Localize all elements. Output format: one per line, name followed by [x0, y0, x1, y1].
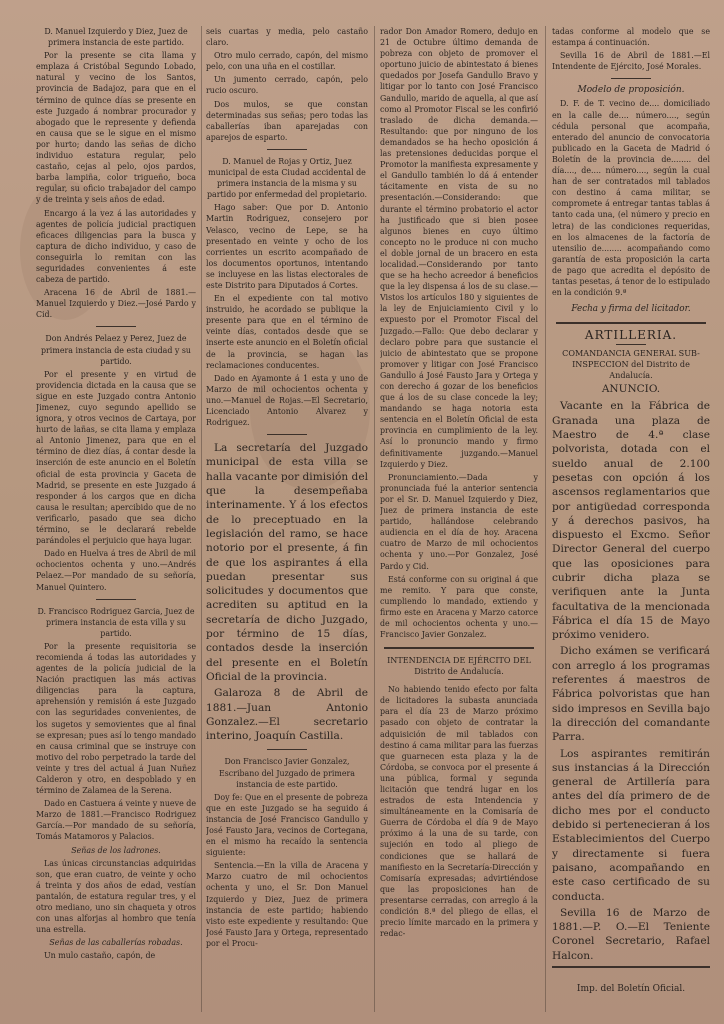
notice-signature: Sevilla 16 de Abril de 1881.—El Intendente de Ejército, José Morales. — [552, 51, 710, 72]
column-rule — [201, 26, 202, 1012]
notice-paragraph: Hago saber: Que por D. Antonio Martin Rodriguez, consejero por Velasco, vecino de Lepe, se ha presentado en veinte y ocho de los corrientes un escrito acompañado de los documentos oportunos, intentando se incluyese en las listas electorales de este Distrito para Diputados á Cortes. — [206, 203, 368, 290]
section-heading: ARTILLERIA. — [584, 328, 678, 343]
notice-paragraph: seis cuartas y media, pelo castaño claro. — [206, 27, 368, 48]
notice-paragraph: Las únicas circunstancias adquiridas son, que eran cuatro, de veinte y ocho á treinta y dos años de edad, vestían pantalón, de estatura regular tres, y el otro mediano, uno sin chaqueta y otros con unas alforjas al hombro que tenía una estrella. — [36, 858, 196, 935]
notice-paragraph-large: Los aspirantes remitirán sus instancias á la Dirección general de Artillería para antes del día primero de de dicho mes por el conducto debido si pertenecieran á los Establecimientos del Cuerpo y directamente si fuera paisano, acompañando en este caso certificado de su conducta. — [552, 747, 710, 903]
notice-title: ANUNCIO. — [601, 383, 661, 396]
separator — [448, 679, 470, 680]
notice-signature: Dado en Huelva á tres de Abril de mil ochocientos ochenta y uno.—Andrés Pelaez.—Por mandado de su señoría, Manuel Quintero. — [36, 549, 196, 592]
notice-paragraph: Dos mulos, se que constan determinadas sus señas; pero todas las caballerías iban aparejadas con aparejos de esparto. — [206, 99, 368, 142]
notice-heading: Don Andrés Pelaez y Perez, Juez de primera instancia de esta ciudad y su partido. — [40, 334, 192, 366]
subheading: Señas de las caballerías robadas. — [49, 938, 183, 948]
notice-signature: Dado en Ayamonte á 1 esta y uno de Marzo de mil ochocientos ochenta y uno.—Manuel de Rojas.—El Secretario, Licenciado Antonio Alvarez y Rodriguez. — [206, 373, 368, 428]
subsection-heading: COMANDANCIA GENERAL SUB-INSPECCION del Distrito de Andalucía. — [562, 348, 700, 381]
separator — [267, 149, 307, 150]
notice-paragraph: Otro mulo cerrado, capón, del mismo pelo, con una uña en el costillar. — [206, 51, 368, 72]
notice-heading: Don Francisco Javier Gonzalez, Escribano del Juzgado de primera instancia de este partido. — [218, 757, 356, 789]
column-1 — [36, 26, 196, 1016]
separator — [96, 599, 136, 600]
notice-paragraph: D. F. de T. vecino de.... domiciliado en la calle de.... número...., según cédula personal que acompaña, enterado del anuncio de convocatoria publicado en la Gaceta de Madrid ó Boletín de la provincia de........ del día...., de.... número...., según la cual han de ser contratados mil tablados con destino á cama militar, se compromete á entregar tantas tablas á tanto cada una, (el número y precio en letra) de las condiciones requeridas, en los almacenes de la factoría de utensilio de........ acompañando como garantía de esta proposición la carta de pago que acredita el depósito de tantas pesetas, á tenor de lo estipulado en la condición 9.ª — [552, 99, 710, 298]
notice-heading: D. Manuel de Rojas y Ortiz, Juez municipal de esta Ciudad accidental de primera instancia de la misma y su partido por enfermedad del propietario. — [206, 156, 368, 200]
footer-rule — [552, 966, 710, 968]
notice-signature-large: Sevilla 16 de Marzo de 1881.—P. O.—El Teniente Coronel Secretario, Rafael Halcon. — [552, 906, 710, 962]
column-rule — [545, 26, 546, 1012]
notice-paragraph: Por la presente requisitoria se recomienda á todas las autoridades y agentes de la policía judicial de la Nación practiquen las más activas diligencias para la captura, aprehensión y remisión á este Juzgado con las seguridades convenientes, de los sugetos y semovientes que al final se expresan; pues así lo tengo mandado en causa criminal que se instruye con motivo del robo perpetrado la tarde del veinte y tres del actual á Juan Nuñez Calderon y otro, en despoblado y en término de Zalamea de la Serena. — [36, 641, 196, 796]
notice-signature: Aracena 16 de Abril de 1881.—Manuel Izquierdo y Diez.—José Pardo y Cid. — [36, 288, 196, 320]
notice-paragraph: Está conforme con su original á que me remito. Y para que conste, cumpliendo lo mandado, extiendo y firmo este en Aracena y Marzo catorce de mil ochocientos ochenta y uno.—Francisco Javier Gonzalez. — [380, 574, 538, 640]
separator — [611, 78, 651, 79]
notice-paragraph: Un mulo castaño, capón, de — [44, 951, 156, 961]
notice-signature-large: Galaroza 8 de Abril de 1881.—Juan Antonio Gonzalez.—El secretario interino, Joaquín Castilla. — [206, 687, 368, 743]
notice-paragraph: Por la presente se cita llama y emplaza á Cristóbal Segundo Lobado, natural y vecino de los Santos, provincia de Badajoz, para que en el término de quince días se presente en este Juzgado á nombrar procurador y abogado que le represente y defienda en causa que se le sigue en el mismo por hurto; dando las señas de dicho individuo estatura regular, pelo castaño, cejas al pelo, ojos pardos, barba lampiña, color trigueño, boca regular, su oficio trabajador del campo y de treinta y seis años de edad. — [36, 51, 196, 205]
notice-paragraph-large: Dicho exámen se verificará con arreglo á los programas referentes á maestros de Fábrica polvoristas que han sido impresos en Sevilla bajo la dirección del comandante Parra. — [552, 645, 710, 744]
notice-paragraph: Un jumento cerrado, capón, pelo rucio oscuro. — [206, 75, 368, 96]
separator — [556, 322, 706, 324]
printer-imprint: Imp. del Boletín Oficial. — [576, 984, 686, 994]
notice-paragraph: Doy fe: Que en el presente de pobreza que en este Juzgado se ha seguido á instancia de José Francisco Gandullo y José Fausto Jara, vecinos de Cortegana, en el mismo ha recaído la sentencia siguiente: — [206, 792, 368, 858]
notice-heading: D. Francisco Rodriguez Garcia, Juez de primera instancia de esta villa y su partido. — [37, 606, 195, 638]
notice-paragraph: Encargo á la vez á las autoridades y agentes de policía judicial practiquen eficaces diligencias para la busca y captura de dicho individuo, y caso de conseguirla lo remitan con las seguridades convenientes á este cabeza de partido. — [36, 208, 196, 285]
notice-paragraph: rador Don Amador Romero, dedujo en 21 de Octubre último demanda de pobreza con objeto de promover el oportuno juicio de abintestato á bienes quedados por Josefa Gandullo Bravo y litigar por lo tanto con José Francisco Gandullo, marido de aquella, al que así como al Promotor Fiscal se les confirió traslado de dicha demanda.—Resultando: que por ninguno de los demandados se ha hecho oposición á las pretensiones deducidas porque el Promotor la manifiesta expresamente y el Gandullo también lo dá á entender tácitamente en vista de su no presentación.—Considerando: que durante el término probatorio el actor ha justificado que si bien posee algunos bienes en cuyo último concepto no le produce ni con mucho el doble jornal de un bracero en esta localidad.—Considerando por tanto que se ha hecho acreedor á beneficios que la ley dispensa á los de su clase.—Vistos los artículos 180 y siguientes de la ley de Enjuiciamiento Civil y lo expuesto por el Promotor Fiscal del Juzgado.—Fallo: Que debo declarar y declaro pobre para que sustancie el juicio de abintestato que se propone promover y litigar con José Francisco Gandullo á José Fausto Jara y Ortega y con derecho á gozar de los beneficios que á los de su clase concede la ley; mandando se haga notoria esta sentencia en el Boletín Oficial de esta provincia en cumplimiento de la ley. Así lo pronuncio mando y firmo definitivamente juzgando.—Manuel Izquierdo y Diez. — [380, 27, 538, 469]
column-2 — [206, 26, 368, 1016]
notice-paragraph: No habiendo tenido efecto por falta de licitadores la subasta anunciada para el día 23 de Marzo próximo pasado con objeto de contratar la adquisición de mil tablados con destino á cama militar para las fuerzas que guarnecen esta plaza y la de Córdoba, se convoca por el presente á una pública, formal y segunda licitación que tendrá lugar en los estrados de esta Intendencia y simultáneamente en la Comisaría de Guerra de Córdoba el día 9 de Mayo próximo á la una de su tarde, con sujeción en todo al pliego de condiciones que se hallará de manifiesto en la Secretaría-Dirección y Comisaría expresadas; advirtiéndose que las proposiciones han de presentarse cerradas, con arreglo á la condición 8.ª del pliego de ellas, el precio límite marcado en la primera y redac- — [380, 685, 538, 939]
subheading: Modelo de proposición. — [577, 85, 685, 96]
column-4 — [552, 26, 710, 1016]
notice-paragraph: En el expediente con tal motivo instruido, he acordado se publique la presente para que en el término de veinte días, contados desde que se inserte este anuncio en el Boletín oficial de la provincia, se hagan las reclamaciones conducentes. — [206, 294, 368, 370]
notice-paragraph-large: Vacante en la Fábrica de Granada una plaza de Maestro de 4.ª clase polvorista, dotada con el sueldo anual de 2.100 pesetas con opción á los ascensos reglamentarios que por antigüedad corresponda y á derechos pasivos, ha dispuesto el Excmo. Señor Director General del cuerpo que las oposiciones para cubrir dicha plaza se verifiquen ante la Junta facultativa de la mencionada Fábrica el día 15 de Mayo próximo venidero. — [552, 400, 710, 642]
column-3 — [380, 26, 538, 1016]
section-heading: INTENDENCIA DE EJÉRCITO DEL Distrito de Andalucía. — [387, 655, 531, 677]
notice-paragraph: Pronunciamiento.—Dada y pronunciada fué la anterior sentencia por el Sr. D. Manuel Izquierdo y Diez, Juez de primera instancia de este partido, hallándose celebrando audiencia en el día de hoy. Aracena cuatro de Marzo de mil ochocientos ochenta y uno.—Por Gonzalez, José Pardo y Cid. — [380, 472, 538, 571]
separator — [616, 344, 646, 345]
notice-paragraph: Por el presente y en virtud de providencia dictada en la causa que se sigue en este Juzgado contra Antonio Jimenez, cuyo segundo apellido se ignora, y otros vecinos de Cartaya, por hurto de lañas, se cita llama y emplaza al Antonio Jimenez, para que en el término de diez días, á contar desde la inserción de este anuncio en el Boletín oficial de esta provincia y Gaceta de Madrid, se presente en este Juzgado á responder á los cargos que en dicha causa le resultan; apercibido que de no verificarlo, pasado que sea dicho término, se le declarará rebelde parándoles el perjuicio que haya lugar. — [36, 369, 196, 546]
separator — [267, 434, 307, 435]
separator — [267, 749, 307, 750]
notice-signature: Dado en Castuera á veinte y nueve de Marzo de 1881.—Francisco Rodriguez García.—Por mandado de su señoría, Tomás Matamoros y Palacios. — [36, 799, 196, 842]
notice-paragraph: tadas conforme al modelo que se estampa á continuación. — [552, 27, 710, 48]
notice-paragraph-large: La secretaría del Juzgado municipal de esta villa se halla vacante por dimisión del que la desempeñaba interinamente. Y á los efectos de lo preceptuado en la legislación del ramo, se hace notorio por el presente, á fin de que los aspirantes á ella puedan presentar sus solicitudes y documentos que acrediten su aptitud en la secretaría de dicho Juzgado, por término de 15 días, contados desde la inserción del presente en el Boletín Oficial de la provincia. — [206, 442, 368, 683]
separator — [384, 647, 534, 649]
column-rule — [374, 26, 375, 1012]
notice-heading: D. Manuel Izquierdo y Diez, Juez de primera instancia de este partido. — [44, 27, 188, 48]
notice-paragraph: Sentencia.—En la villa de Aracena y Marzo cuatro de mil ochocientos ochenta y uno, el Sr. Don Manuel Izquierdo y Diez, Juez de primera instancia de este partido; habiendo visto este expediente y resultando: Que José Fausto Jara y Ortega, representado por el Procu- — [206, 861, 368, 948]
form-footer: Fecha y firma del licitador. — [571, 304, 691, 315]
separator — [96, 326, 136, 327]
subheading: Señas de los ladrones. — [71, 845, 161, 855]
